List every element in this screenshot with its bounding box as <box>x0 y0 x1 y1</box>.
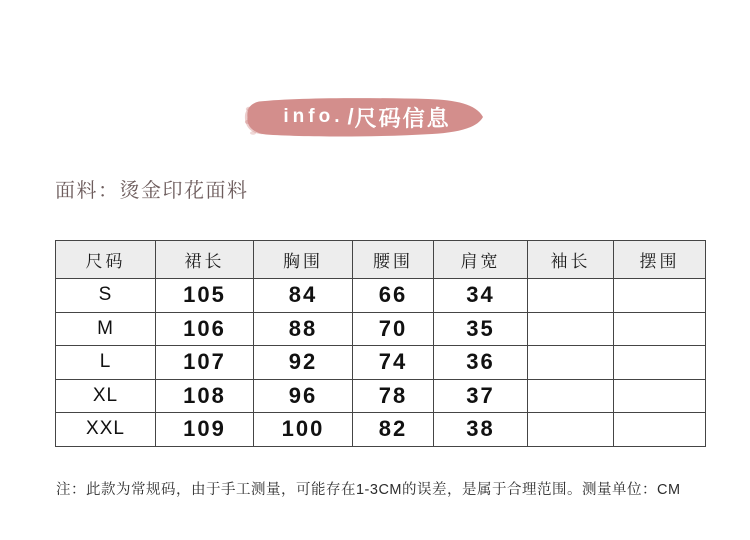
table-row-xxl <box>56 413 706 447</box>
size-label: M <box>56 312 156 346</box>
value-cell <box>614 312 706 346</box>
size-chart-table-container <box>55 240 706 447</box>
value-cell: 109 <box>156 413 254 447</box>
value-cell: 78 <box>353 379 434 413</box>
table-row-l <box>56 346 706 380</box>
header-bust: 胸围 <box>254 241 353 279</box>
table-row-xl <box>56 379 706 413</box>
value-cell: 74 <box>353 346 434 380</box>
value-cell <box>528 379 614 413</box>
value-cell <box>614 413 706 447</box>
value-cell <box>528 346 614 380</box>
section-title-cn: 尺码信息 <box>354 105 451 131</box>
value-cell: 36 <box>434 346 528 380</box>
value-cell: 37 <box>434 379 528 413</box>
table-row-m <box>56 312 706 346</box>
value-cell <box>528 279 614 313</box>
size-label: XXL <box>56 413 156 447</box>
value-cell <box>614 279 706 313</box>
table-header-row <box>56 241 706 279</box>
value-cell: 35 <box>434 312 528 346</box>
value-cell: 107 <box>156 346 254 380</box>
header-skirt-length: 裙长 <box>156 241 254 279</box>
value-cell: 105 <box>156 279 254 313</box>
value-cell: 100 <box>254 413 353 447</box>
value-cell: 96 <box>254 379 353 413</box>
value-cell: 34 <box>434 279 528 313</box>
section-title-en: info. <box>283 106 344 127</box>
header-size: 尺码 <box>56 241 156 279</box>
table-row-s <box>56 279 706 313</box>
value-cell: 82 <box>353 413 434 447</box>
value-cell: 106 <box>156 312 254 346</box>
value-cell: 38 <box>434 413 528 447</box>
measurement-note: 注：此款为常规码，由于手工测量，可能存在1-3CM的误差，是属于合理范围。测量单位：CM <box>56 482 681 498</box>
section-title-slash: / <box>347 104 354 129</box>
header-hem: 摆围 <box>614 241 706 279</box>
value-cell: 70 <box>353 312 434 346</box>
section-title <box>244 95 484 139</box>
section-title-badge <box>244 95 484 139</box>
value-cell <box>614 346 706 380</box>
value-cell: 92 <box>254 346 353 380</box>
value-cell: 108 <box>156 379 254 413</box>
size-label: S <box>56 279 156 313</box>
size-chart-table <box>55 240 706 447</box>
header-waist: 腰围 <box>353 241 434 279</box>
header-sleeve-length: 袖长 <box>528 241 614 279</box>
value-cell <box>528 312 614 346</box>
value-cell: 88 <box>254 312 353 346</box>
value-cell: 84 <box>254 279 353 313</box>
size-label: L <box>56 346 156 380</box>
value-cell <box>614 379 706 413</box>
fabric-info-line: 面料：烫金印花面料 <box>55 180 249 202</box>
header-shoulder: 肩宽 <box>434 241 528 279</box>
size-label: XL <box>56 379 156 413</box>
value-cell <box>528 413 614 447</box>
value-cell: 66 <box>353 279 434 313</box>
